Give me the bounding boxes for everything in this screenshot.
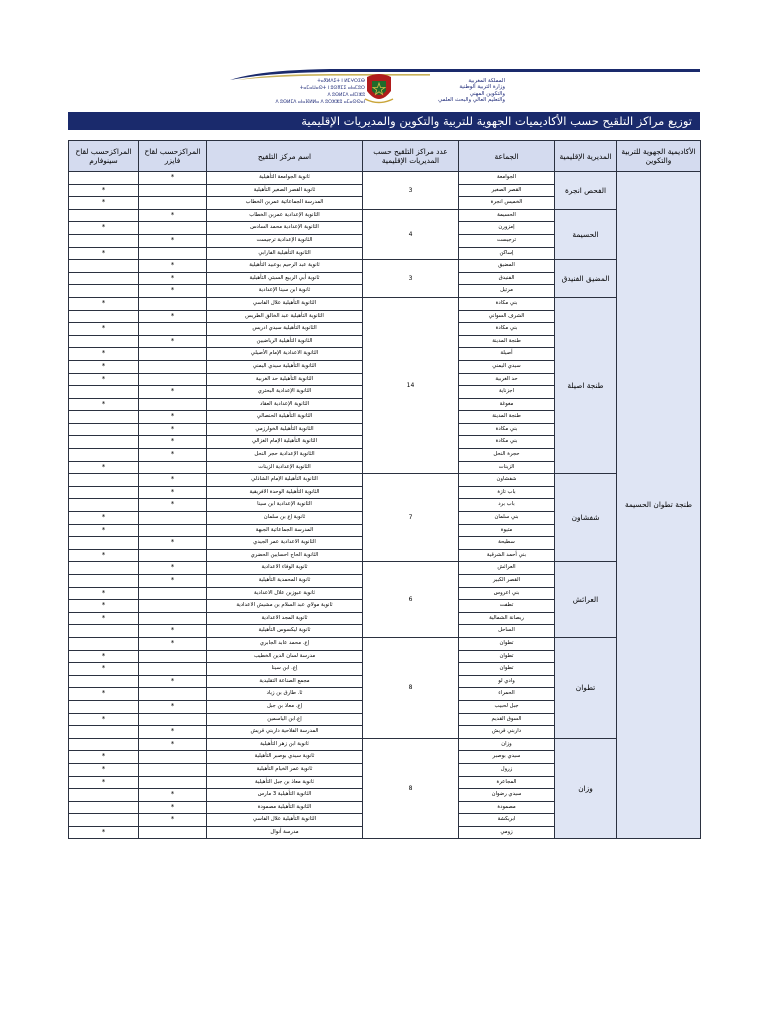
center-name-cell: الثانوية الحاج احسايين الحضري (207, 549, 363, 562)
center-name-cell: الثانوية التأهيلية سيدي اليمني (207, 360, 363, 373)
center-name-cell: الثانوية الاعدادية عمر الجيدي (207, 537, 363, 550)
commune-cell: زومي (459, 826, 555, 839)
pfizer-cell (139, 713, 207, 726)
sinopharm-cell (69, 474, 139, 487)
header-directorate: المديرية الإقليمية (555, 141, 617, 172)
pfizer-cell (139, 587, 207, 600)
pfizer-cell (139, 222, 207, 235)
sinopharm-cell (69, 575, 139, 588)
sinopharm-cell: * (69, 524, 139, 537)
center-name-cell: ثانوية القصر الصغير التأهيلية (207, 184, 363, 197)
table-header-row (69, 141, 701, 172)
center-count-cell: 4 (363, 209, 459, 259)
sinopharm-cell: * (69, 398, 139, 411)
pfizer-cell: * (139, 801, 207, 814)
sinopharm-cell: * (69, 360, 139, 373)
center-name-cell: ثانوية عبد الرحيم بوعبيد التأهيلية (207, 260, 363, 273)
center-name-cell: الثانوية التأهيلية الخوارزمي (207, 423, 363, 436)
commune-cell: طنجة المدينة (459, 335, 555, 348)
center-name-cell: ثانوية ابن زهر التأهيلية (207, 738, 363, 751)
sinopharm-cell: * (69, 297, 139, 310)
center-name-cell: الثانوية التأهيلية الفارابي (207, 247, 363, 260)
center-name-cell: ثانوية الجوامعة التأهيلية (207, 172, 363, 185)
center-name-cell: الثانوية الاعدادية الإمام الأصيلي (207, 348, 363, 361)
commune-cell: سيدي اليمني (459, 360, 555, 373)
center-name-cell: الثانوية الإعدادية البحتري (207, 386, 363, 399)
sinopharm-cell (69, 801, 139, 814)
pfizer-cell (139, 360, 207, 373)
commune-cell: القصر الكبير (459, 575, 555, 588)
commune-cell: إمزورن (459, 222, 555, 235)
commune-cell: المضيق (459, 260, 555, 273)
pfizer-cell: * (139, 436, 207, 449)
commune-cell: زرول (459, 763, 555, 776)
directorate-cell: تطوان (555, 637, 617, 738)
header-center-name: اسم مركز التلقيح (207, 141, 363, 172)
sinopharm-cell: * (69, 713, 139, 726)
sinopharm-cell (69, 537, 139, 550)
center-count-cell: 14 (363, 297, 459, 473)
table-row (69, 637, 701, 650)
center-name-cell: إع.ابن الياسمين (207, 713, 363, 726)
pfizer-cell: * (139, 411, 207, 424)
academy-cell: طنجة تطوان الحسيمة (617, 172, 701, 839)
center-name-cell: الثانوية الإعدادية العقاد (207, 398, 363, 411)
commune-cell: سطيحة (459, 537, 555, 550)
pfizer-cell: * (139, 738, 207, 751)
center-name-cell: الثانوية التأهيلية سيدي ادريس (207, 323, 363, 336)
pfizer-cell: * (139, 637, 207, 650)
sinopharm-cell (69, 436, 139, 449)
commune-cell: جبل لحبيب (459, 700, 555, 713)
center-name-cell: الثانوية التأهيلية الإمام الغزالي (207, 436, 363, 449)
pfizer-cell: * (139, 726, 207, 739)
commune-cell: بني مكادة (459, 323, 555, 336)
pfizer-cell: * (139, 209, 207, 222)
pfizer-cell (139, 612, 207, 625)
sinopharm-cell (69, 423, 139, 436)
pfizer-cell: * (139, 449, 207, 462)
pfizer-cell: * (139, 386, 207, 399)
center-name-cell: الثانوية التأهيلية علال الفاسي (207, 814, 363, 827)
pfizer-cell (139, 247, 207, 260)
table-row (69, 209, 701, 222)
commune-cell: حد الغربية (459, 373, 555, 386)
directorate-cell: وزان (555, 738, 617, 839)
commune-cell: القصر الصغير (459, 184, 555, 197)
commune-cell: سيدي بوصبر (459, 751, 555, 764)
center-name-cell: الثانوية التأهيلية مصمودة (207, 801, 363, 814)
sinopharm-cell (69, 499, 139, 512)
directorate-cell: العرائش (555, 562, 617, 638)
sinopharm-cell: * (69, 197, 139, 210)
sinopharm-cell: * (69, 663, 139, 676)
commune-cell: وادي لو (459, 675, 555, 688)
pfizer-cell (139, 650, 207, 663)
commune-cell: الجوامعة (459, 172, 555, 185)
pfizer-cell (139, 348, 207, 361)
pfizer-cell: * (139, 486, 207, 499)
center-name-cell: مجمع الصناعة التقليدية (207, 675, 363, 688)
table-row (69, 297, 701, 310)
table-body (69, 172, 701, 839)
sinopharm-cell (69, 285, 139, 298)
directorate-cell: طنجة اصيلة (555, 297, 617, 473)
pfizer-cell (139, 373, 207, 386)
sinopharm-cell (69, 562, 139, 575)
commune-cell: بني مكادة (459, 436, 555, 449)
center-name-cell: الثانوية التأهيلية علال الفاسي (207, 297, 363, 310)
sinopharm-cell (69, 814, 139, 827)
center-count-cell: 8 (363, 738, 459, 839)
pfizer-cell (139, 297, 207, 310)
center-count-cell: 3 (363, 172, 459, 210)
commune-cell: الزينات (459, 461, 555, 474)
pfizer-cell: * (139, 474, 207, 487)
commune-cell: السوق القديم (459, 713, 555, 726)
center-name-cell: ثانوية المحمدية التأهيلية (207, 575, 363, 588)
pfizer-cell (139, 826, 207, 839)
header-right-text: المملكة المغربية وزارة التربية الوطنية والتكوين المهني والتعليم العالي والبحث العلمي (438, 78, 505, 104)
center-name-cell: الثانوية الإعدادية حجر النحل (207, 449, 363, 462)
commune-cell: الحسيمة (459, 209, 555, 222)
commune-cell: بني أحمد الشرقية (459, 549, 555, 562)
pfizer-cell: * (139, 814, 207, 827)
pfizer-cell (139, 323, 207, 336)
commune-cell: المجاعرة (459, 776, 555, 789)
sinopharm-cell: * (69, 587, 139, 600)
center-name-cell: الثانوية التأهيلية الحنصالي (207, 411, 363, 424)
sinopharm-cell (69, 234, 139, 247)
center-name-cell: ثانوية عمر الخيام التأهيلية (207, 763, 363, 776)
directorate-cell: الحسيمة (555, 209, 617, 259)
sinopharm-cell: * (69, 650, 139, 663)
pfizer-cell (139, 461, 207, 474)
sinopharm-cell: * (69, 688, 139, 701)
pfizer-cell: * (139, 234, 207, 247)
commune-cell: طنجة المدينة (459, 411, 555, 424)
commune-cell: مرتيل (459, 285, 555, 298)
sinopharm-cell: * (69, 247, 139, 260)
commune-cell: مصمودة (459, 801, 555, 814)
pfizer-cell (139, 663, 207, 676)
sinopharm-cell: * (69, 184, 139, 197)
sinopharm-cell: * (69, 512, 139, 525)
sinopharm-cell (69, 260, 139, 273)
commune-cell: بني سلمان (459, 512, 555, 525)
commune-cell: تطوان (459, 637, 555, 650)
commune-cell: شفشاون (459, 474, 555, 487)
center-count-cell: 8 (363, 637, 459, 738)
commune-cell: متيوة (459, 524, 555, 537)
center-name-cell: الثانوية التأهيلية الوحدة الافريقية (207, 486, 363, 499)
center-name-cell: الثانوية الإعدادية عمربن الخطاب (207, 209, 363, 222)
pfizer-cell: * (139, 172, 207, 185)
center-name-cell: إع. ابن سينا (207, 663, 363, 676)
commune-cell: ترجيست (459, 234, 555, 247)
commune-cell: الخميس انجرة (459, 197, 555, 210)
center-name-cell: ثانوية أبي الربيع السبتي التأهيلية (207, 272, 363, 285)
sinopharm-cell: * (69, 751, 139, 764)
center-count-cell: 3 (363, 260, 459, 298)
pfizer-cell: * (139, 537, 207, 550)
commune-cell: الشرف السواني (459, 310, 555, 323)
center-name-cell: الثانوية التأهيلية 3 مارس (207, 789, 363, 802)
sinopharm-cell: * (69, 222, 139, 235)
directorate-cell: شفشاون (555, 474, 617, 562)
header-sinopharm: المراكزحسب لقاح سينوفارم (69, 141, 139, 172)
sinopharm-cell: * (69, 373, 139, 386)
center-name-cell: الثانوية الإعدادية ابن سينا (207, 499, 363, 512)
sinopharm-cell (69, 738, 139, 751)
commune-cell: باب برد (459, 499, 555, 512)
sinopharm-cell (69, 675, 139, 688)
center-name-cell: المدرسة الفلاحية داربني قريش (207, 726, 363, 739)
commune-cell: الحمراء (459, 688, 555, 701)
sinopharm-cell: * (69, 763, 139, 776)
center-name-cell: المدرسة الجماعاتية الجبهة (207, 524, 363, 537)
header-pfizer: المراكزحسب لقاح فايزر (139, 141, 207, 172)
center-name-cell: الثانوية الإعدادية ترجيست (207, 234, 363, 247)
commune-cell: بني مكادة (459, 297, 555, 310)
sinopharm-cell (69, 272, 139, 285)
sinopharm-cell (69, 700, 139, 713)
commune-cell: أصيلة (459, 348, 555, 361)
sinopharm-cell (69, 310, 139, 323)
header-left-text: ⵜⴰⴳⵍⴷⵉⵜ ⵏ ⵍⵎⵖⵔⵉⴱ ⵜⴰⵎⴰⵡⴰⵙⵜ ⵏ ⵓⵙⴳⵎⵉ ⴰⵏⴰⵎⵓⵔ ⴷ ⵓⵙⵍⵎⴷ ⴰⵏⵎⵏⵣⵓ ⴷ ⵓⵙⵍⵎⴷ ⴰⵏⴰⴼⵍⵍⴰ ⴷ ⵓⵔⵣⵣⵓ ⴰⵎⴰⵙⵙⴰⵏ (275, 79, 365, 105)
sinopharm-cell: * (69, 549, 139, 562)
pfizer-cell (139, 184, 207, 197)
pfizer-cell: * (139, 335, 207, 348)
sinopharm-cell (69, 172, 139, 185)
center-name-cell: مدرسة أنوال (207, 826, 363, 839)
pfizer-cell (139, 197, 207, 210)
center-name-cell: ثانوية معاذ بن جبل التأهيلية (207, 776, 363, 789)
header-center-count: عدد مراكز التلقيح حسب المديريات الإقليمية (363, 141, 459, 172)
pfizer-cell: * (139, 423, 207, 436)
pfizer-cell: * (139, 499, 207, 512)
pfizer-cell (139, 512, 207, 525)
center-name-cell: ثا. طارق بن زياد (207, 688, 363, 701)
sinopharm-cell (69, 625, 139, 638)
pfizer-cell (139, 751, 207, 764)
table-row (69, 738, 701, 751)
pfizer-cell: * (139, 625, 207, 638)
header-academy: الأكاديمية الجهوية للتربية والتكوين (617, 141, 701, 172)
sinopharm-cell (69, 637, 139, 650)
pfizer-cell (139, 524, 207, 537)
commune-cell: بني مكادة (459, 423, 555, 436)
center-count-cell: 7 (363, 474, 459, 562)
center-name-cell: مدرسة لسان الدين الخطيب (207, 650, 363, 663)
commune-cell: تطفت (459, 600, 555, 613)
center-name-cell: ثانوية المجد الاعدادية (207, 612, 363, 625)
header-commune: الجماعة (459, 141, 555, 172)
pfizer-cell: * (139, 789, 207, 802)
center-name-cell: ثانوية ابن سينا الإعدادية (207, 285, 363, 298)
pfizer-cell: * (139, 310, 207, 323)
sinopharm-cell: * (69, 461, 139, 474)
center-name-cell: الثانوية التأهيلية حد الغربية (207, 373, 363, 386)
pfizer-cell: * (139, 700, 207, 713)
center-name-cell: الثانوية الإعدادية محمد السادس (207, 222, 363, 235)
commune-cell: اجزناية (459, 386, 555, 399)
pfizer-cell (139, 763, 207, 776)
pfizer-cell: * (139, 260, 207, 273)
pfizer-cell: * (139, 272, 207, 285)
sinopharm-cell: * (69, 826, 139, 839)
table-row (69, 172, 701, 185)
sinopharm-cell: * (69, 600, 139, 613)
pfizer-cell (139, 549, 207, 562)
commune-cell: تطوان (459, 650, 555, 663)
sinopharm-cell (69, 789, 139, 802)
table-row (69, 474, 701, 487)
center-name-cell: ثانوية سيدي بوصبر التأهيلية (207, 751, 363, 764)
pfizer-cell (139, 398, 207, 411)
center-name-cell: المدرسة الجماعاتية عمربن الخطاب (207, 197, 363, 210)
commune-cell: إساكن (459, 247, 555, 260)
directorate-cell: الفحص انجرة (555, 172, 617, 210)
pfizer-cell: * (139, 562, 207, 575)
sinopharm-cell (69, 726, 139, 739)
coat-of-arms-icon (363, 73, 395, 107)
sinopharm-cell: * (69, 323, 139, 336)
center-name-cell: ثانوية إع بن سلمان (207, 512, 363, 525)
sinopharm-cell (69, 335, 139, 348)
pfizer-cell: * (139, 285, 207, 298)
sinopharm-cell: * (69, 612, 139, 625)
center-name-cell: إع. معاذ بن جبل (207, 700, 363, 713)
commune-cell: بني اعروس (459, 587, 555, 600)
page-header (0, 0, 768, 112)
commune-cell: حجرة النحل (459, 449, 555, 462)
sinopharm-cell (69, 486, 139, 499)
commune-cell: ريصانة الشمالية (459, 612, 555, 625)
commune-cell: الساحل (459, 625, 555, 638)
table-row (69, 562, 701, 575)
pfizer-cell: * (139, 675, 207, 688)
center-name-cell: ثانوية مولاي عبد السلام بن مشيش الاعدادية (207, 600, 363, 613)
sinopharm-cell (69, 411, 139, 424)
commune-cell: الفنيدق (459, 272, 555, 285)
vaccination-centers-table (68, 140, 701, 839)
commune-cell: سيدي رضوان (459, 789, 555, 802)
sinopharm-cell (69, 209, 139, 222)
center-name-cell: الثانوية التأهيلية الإمام الشاذلي (207, 474, 363, 487)
center-name-cell: الثانوية الإعدادية الزينات (207, 461, 363, 474)
pfizer-cell (139, 600, 207, 613)
commune-cell: العرائش (459, 562, 555, 575)
commune-cell: ابريكشة (459, 814, 555, 827)
center-name-cell: ثانوية ليكسوس التأهيلية (207, 625, 363, 638)
center-name-cell: إع. محمد عابد الجابري (207, 637, 363, 650)
sinopharm-cell: * (69, 776, 139, 789)
commune-cell: باب تازة (459, 486, 555, 499)
sinopharm-cell (69, 386, 139, 399)
directorate-cell: المضيق الفنيدق (555, 260, 617, 298)
table-row (69, 260, 701, 273)
center-count-cell: 6 (363, 562, 459, 638)
commune-cell: تطوان (459, 663, 555, 676)
center-name-cell: الثانوية التأهيلية عبد الخالق الطريس (207, 310, 363, 323)
page-title: توزيع مراكز التلقيح حسب الأكاديميات الجهوية للتربية والتكوين والمديريات الإقليمية (68, 112, 700, 130)
commune-cell: مغوغة (459, 398, 555, 411)
commune-cell: وزان (459, 738, 555, 751)
sinopharm-cell (69, 449, 139, 462)
center-name-cell: ثانوية عبوزبن علال الاعدادية (207, 587, 363, 600)
commune-cell: داربني قريش (459, 726, 555, 739)
center-name-cell: ثانوية الوفاء الاعدادية (207, 562, 363, 575)
center-name-cell: الثانوية التأهيلية الرياضيين (207, 335, 363, 348)
pfizer-cell (139, 688, 207, 701)
sinopharm-cell: * (69, 348, 139, 361)
pfizer-cell: * (139, 575, 207, 588)
pfizer-cell (139, 776, 207, 789)
